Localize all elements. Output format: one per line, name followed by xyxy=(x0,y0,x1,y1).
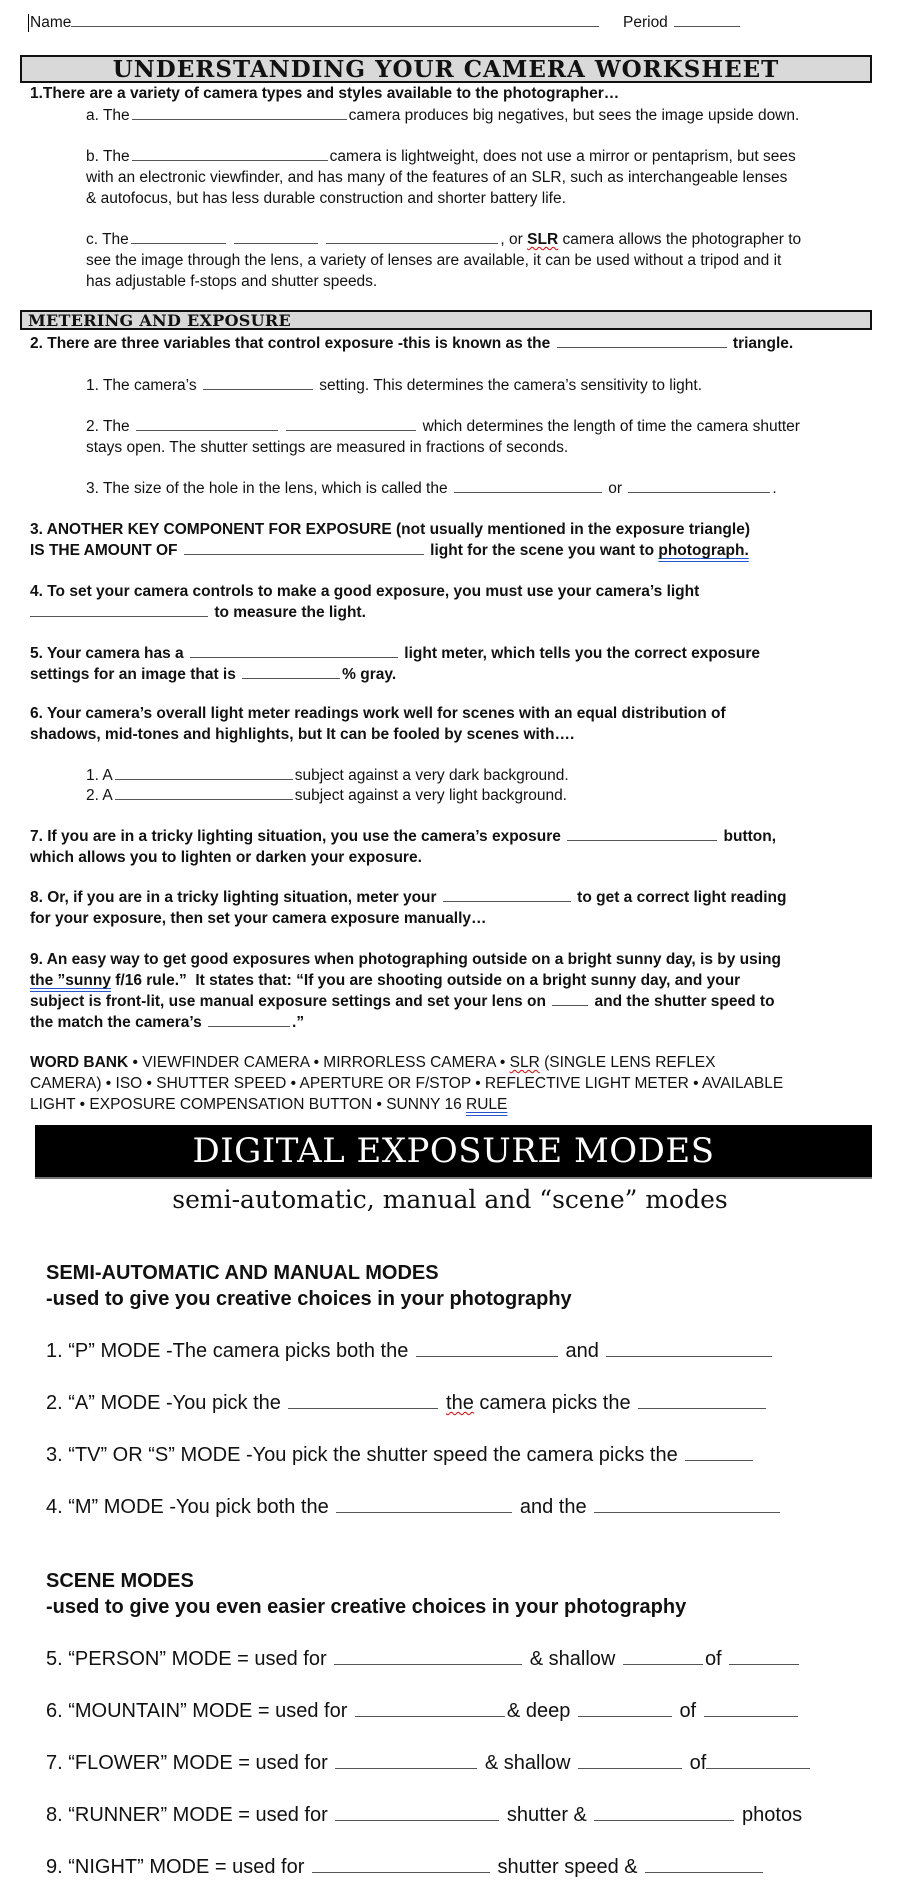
q2-i2-pre: 2. The xyxy=(86,418,130,435)
q4-line2 xyxy=(30,603,366,624)
name-label: Name xyxy=(30,14,72,31)
mode-p-mid: and xyxy=(565,1340,599,1362)
q1-c-post: camera allows the photographer to xyxy=(562,231,802,248)
mode-a xyxy=(46,1390,768,1416)
mode-m-mid: and the xyxy=(519,1496,587,1518)
exposure-modes-banner: DIGITAL EXPOSURE MODES xyxy=(35,1125,872,1179)
q2-i2-blank-2[interactable] xyxy=(286,417,416,431)
q1-c xyxy=(86,230,801,251)
mode-runner-pre: 8. “RUNNER” MODE = used for xyxy=(46,1804,328,1826)
mode-flower xyxy=(46,1750,812,1776)
mode-m-blank-1[interactable] xyxy=(336,1496,512,1513)
text-cursor xyxy=(28,14,29,32)
q1-c-blank-3[interactable] xyxy=(326,230,498,244)
q6-i1-blank[interactable] xyxy=(115,766,293,780)
mode-flower-blank-2[interactable] xyxy=(578,1752,682,1769)
q9-line4-post: .” xyxy=(292,1014,305,1031)
q5-line2-pre: settings for an image that is xyxy=(30,666,236,683)
q5-blank-2[interactable] xyxy=(242,665,340,679)
mode-m xyxy=(46,1494,782,1520)
mode-person-mid: & shallow xyxy=(529,1648,616,1670)
q6-i2-blank[interactable] xyxy=(115,786,293,800)
scene-subheading: -used to give you even easier creative choices in your photography xyxy=(46,1596,687,1618)
mode-mountain xyxy=(46,1698,800,1724)
q2-prompt-post: triangle. xyxy=(732,335,794,352)
q2-blank[interactable] xyxy=(557,334,727,348)
q1-a xyxy=(86,106,799,127)
section-metering-exposure: METERING AND EXPOSURE xyxy=(20,310,872,330)
q2-i1-pre: 1. The camera’s xyxy=(86,377,197,394)
q5-blank-1[interactable] xyxy=(190,644,398,658)
mode-p-blank-2[interactable] xyxy=(606,1340,772,1357)
q4-line1: 4. To set your camera controls to make a good exposure, you must use your camera’s light xyxy=(30,583,700,600)
q2-i2-blank-1[interactable] xyxy=(136,417,278,431)
q3-line1: 3. ANOTHER KEY COMPONENT FOR EXPOSURE (not usually mentioned in the exposure triangle) xyxy=(30,521,750,538)
q2-item-1 xyxy=(86,376,702,397)
q2-item-2 xyxy=(86,417,800,438)
q1-b xyxy=(86,147,796,168)
scene-heading: SCENE MODES xyxy=(46,1570,194,1592)
mode-mountain-blank-2[interactable] xyxy=(578,1700,672,1717)
q1-c-slr: SLR xyxy=(527,231,559,248)
mode-mountain-blank-1[interactable] xyxy=(355,1700,505,1717)
q3-line2 xyxy=(30,541,749,562)
q4-post: to measure the light. xyxy=(214,604,366,621)
q1-a-post: camera produces big negatives, but sees the image upside down. xyxy=(348,107,800,124)
q2-i1-blank[interactable] xyxy=(203,376,313,390)
q2-item-2-line2: stays open. The shutter settings are measured in fractions of seconds. xyxy=(86,439,569,456)
q1-a-blank[interactable] xyxy=(132,106,347,120)
q1-b-line2: with an electronic viewfinder, and has many of the features of an SLR, such as interchangeable lenses xyxy=(86,169,788,186)
q2-prompt-pre: 2. There are three variables that control exposure -this is known as the xyxy=(30,335,551,352)
mode-mountain-of: of xyxy=(679,1700,697,1722)
q1-b-blank[interactable] xyxy=(132,147,328,161)
q6-item-1 xyxy=(86,766,569,787)
q1-c-blank-2[interactable] xyxy=(234,230,318,244)
q5-pre: 5. Your camera has a xyxy=(30,645,184,662)
q2-prompt xyxy=(30,334,793,355)
mode-flower-of: of xyxy=(689,1752,707,1774)
mode-flower-blank-1[interactable] xyxy=(335,1752,477,1769)
q9-line1: 9. An easy way to get good exposures when photographing outside on a bright sunny day, is by using xyxy=(30,951,781,968)
q1-c-mid: , or xyxy=(500,231,523,248)
name-blank[interactable] xyxy=(71,13,599,27)
mode-night-blank-2[interactable] xyxy=(645,1856,763,1873)
mode-person xyxy=(46,1646,801,1672)
q7-blank[interactable] xyxy=(567,827,717,841)
q6-i2-pre: 2. A xyxy=(86,787,113,804)
q2-i3-mid: or xyxy=(608,480,623,497)
mode-runner-blank-2[interactable] xyxy=(594,1804,734,1821)
mode-night-blank-1[interactable] xyxy=(312,1856,490,1873)
mode-m-blank-2[interactable] xyxy=(594,1496,780,1513)
mode-person-pre: 5. “PERSON” MODE = used for xyxy=(46,1648,327,1670)
q3-blank[interactable] xyxy=(184,541,424,555)
q6-i1-post: subject against a very dark background. xyxy=(294,767,569,784)
q9-line3-post: and the shutter speed to xyxy=(594,993,775,1010)
word-bank-line1 xyxy=(30,1053,716,1074)
semi-auto-heading: SEMI-AUTOMATIC AND MANUAL MODES xyxy=(46,1262,439,1284)
q7-line1 xyxy=(30,827,776,848)
q1-c-line3: has adjustable f-stops and shutter speeds. xyxy=(86,273,378,290)
q6-i1-pre: 1. A xyxy=(86,767,113,784)
q8-pre: 8. Or, if you are in a tricky lighting situation, meter your xyxy=(30,889,437,906)
mode-person-of: of xyxy=(704,1648,722,1670)
q8-line1 xyxy=(30,888,786,909)
q9-line3-pre: subject is front-lit, use manual exposure settings and set your lens on xyxy=(30,993,546,1010)
q8-line2: for your exposure, then set your camera exposure manually… xyxy=(30,910,487,927)
mode-tv-blank[interactable] xyxy=(685,1444,753,1461)
mode-night-mid: shutter speed & xyxy=(497,1856,638,1878)
q2-i3-blank-1[interactable] xyxy=(454,479,602,493)
mode-mountain-mid: & deep xyxy=(506,1700,571,1722)
q5-post: light meter, which tells you the correct exposure xyxy=(404,645,761,662)
q6-i2-post: subject against a very light background. xyxy=(294,787,567,804)
q1-c-pre: c. The xyxy=(86,231,129,248)
q4-blank[interactable] xyxy=(30,603,208,617)
q9-line2-post: f/16 rule.” It states that: “If you are shooting outside on a bright sunny day, and your xyxy=(110,972,741,989)
word-bank-line3-pre: LIGHT • EXPOSURE COMPENSATION BUTTON • SUNNY 16 xyxy=(30,1096,467,1113)
q9-line4-pre: the match the camera’s xyxy=(30,1014,202,1031)
period-label: Period xyxy=(623,14,668,31)
period-line xyxy=(623,13,742,34)
q2-i1-post: setting. This determines the camera’s sensitivity to light. xyxy=(319,377,702,394)
q1-prompt: 1.There are a variety of camera types and styles available to the photographer… xyxy=(30,85,620,102)
q1-b-post: camera is lightweight, does not use a mirror or pentaprism, but sees xyxy=(329,148,796,165)
q3-post: light for the scene you want to xyxy=(430,542,655,559)
q2-i3-blank-2[interactable] xyxy=(628,479,770,493)
q2-i2-post: which determines the length of time the camera shutter xyxy=(422,418,800,435)
q5-line2 xyxy=(30,665,396,686)
mode-night-pre: 9. “NIGHT” MODE = used for xyxy=(46,1856,305,1878)
q9-line4 xyxy=(30,1013,304,1034)
mode-p xyxy=(46,1338,774,1364)
q1-a-pre: a. The xyxy=(86,107,130,124)
mode-runner-post: photos xyxy=(742,1804,803,1826)
q1-c-line2: see the image through the lens, a variety of lenses are available, it can be used without a tripod and it xyxy=(86,252,782,269)
q3-photograph-word: photograph. xyxy=(658,542,749,559)
mode-a-blank-2[interactable] xyxy=(638,1392,766,1409)
semi-auto-subheading: -used to give you creative choices in your photography xyxy=(46,1288,572,1310)
q3-pre: IS THE AMOUNT OF xyxy=(30,542,178,559)
mode-flower-blank-3[interactable] xyxy=(706,1752,810,1769)
mode-tv-pre: 3. “TV” OR “S” MODE -You pick the shutter speed the camera picks the xyxy=(46,1444,678,1466)
q6-item-2 xyxy=(86,786,567,807)
word-bank-line1-end: (SINGLE LENS REFLEX xyxy=(539,1054,716,1071)
word-bank-line3 xyxy=(30,1095,507,1116)
q9-line3 xyxy=(30,992,775,1013)
q7-pre: 7. If you are in a tricky lighting situation, you use the camera’s exposure xyxy=(30,828,561,845)
q9-blank-2[interactable] xyxy=(208,1013,290,1027)
mode-flower-mid: & shallow xyxy=(484,1752,571,1774)
word-bank-line1-rest: • VIEWFINDER CAMERA • MIRRORLESS CAMERA • xyxy=(128,1054,510,1071)
mode-person-blank-3[interactable] xyxy=(729,1648,799,1665)
period-blank[interactable] xyxy=(674,13,740,27)
q7-line2: which allows you to lighten or darken your exposure. xyxy=(30,849,422,866)
mode-p-pre: 1. “P” MODE -The camera picks both the xyxy=(46,1340,409,1362)
word-bank-slr: SLR xyxy=(509,1054,540,1071)
mode-runner-mid: shutter & xyxy=(506,1804,587,1826)
q1-b-pre: b. The xyxy=(86,148,130,165)
mode-tv-s xyxy=(46,1442,755,1468)
mode-m-pre: 4. “M” MODE -You pick both the xyxy=(46,1496,329,1518)
mode-a-the: the xyxy=(446,1392,474,1414)
q5-line2-post: % gray. xyxy=(342,666,397,683)
mode-p-blank-1[interactable] xyxy=(416,1340,558,1357)
q9-sunny-link: the ”sunny xyxy=(30,972,111,989)
mode-a-blank-1[interactable] xyxy=(288,1392,438,1409)
q5-line1 xyxy=(30,644,760,665)
mode-mountain-pre: 6. “MOUNTAIN” MODE = used for xyxy=(46,1700,348,1722)
word-bank-line2: CAMERA) • ISO • SHUTTER SPEED • APERTURE OR F/STOP • REFLECTIVE LIGHT METER • AVAILABLE xyxy=(30,1075,784,1092)
worksheet-title: UNDERSTANDING YOUR CAMERA WORKSHEET xyxy=(20,55,872,83)
q9-blank-1[interactable] xyxy=(552,992,588,1006)
q1-b-line3: & autofocus, but has less durable construction and shorter battery life. xyxy=(86,190,566,207)
mode-flower-pre: 7. “FLOWER” MODE = used for xyxy=(46,1752,328,1774)
mode-night xyxy=(46,1854,765,1880)
q9-line2 xyxy=(30,971,740,992)
q6-line1: 6. Your camera’s overall light meter readings work well for scenes with an equal distribution of xyxy=(30,705,726,722)
exposure-modes-subtitle: semi-automatic, manual and “scene” modes xyxy=(172,1185,728,1214)
mode-a-pre: 2. “A” MODE -You pick the xyxy=(46,1392,281,1414)
mode-runner-blank-1[interactable] xyxy=(335,1804,499,1821)
q8-post: to get a correct light reading xyxy=(577,889,787,906)
q8-blank[interactable] xyxy=(443,888,571,902)
word-bank-rule: RULE xyxy=(466,1096,508,1113)
q2-i3-post: . xyxy=(772,480,777,497)
q7-post: button, xyxy=(723,828,777,845)
name-line xyxy=(30,13,599,34)
q1-c-blank-1[interactable] xyxy=(131,230,226,244)
mode-runner xyxy=(46,1802,802,1828)
mode-person-blank-1[interactable] xyxy=(334,1648,522,1665)
mode-mountain-blank-3[interactable] xyxy=(704,1700,798,1717)
q2-i3-pre: 3. The size of the hole in the lens, which is called the xyxy=(86,480,448,497)
q2-item-3 xyxy=(86,479,777,500)
mode-person-blank-2[interactable] xyxy=(623,1648,703,1665)
q6-line2: shadows, mid-tones and highlights, but It can be fooled by scenes with…. xyxy=(30,726,575,743)
word-bank-label: WORD BANK xyxy=(30,1054,129,1071)
mode-a-mid: camera picks the xyxy=(473,1392,631,1414)
